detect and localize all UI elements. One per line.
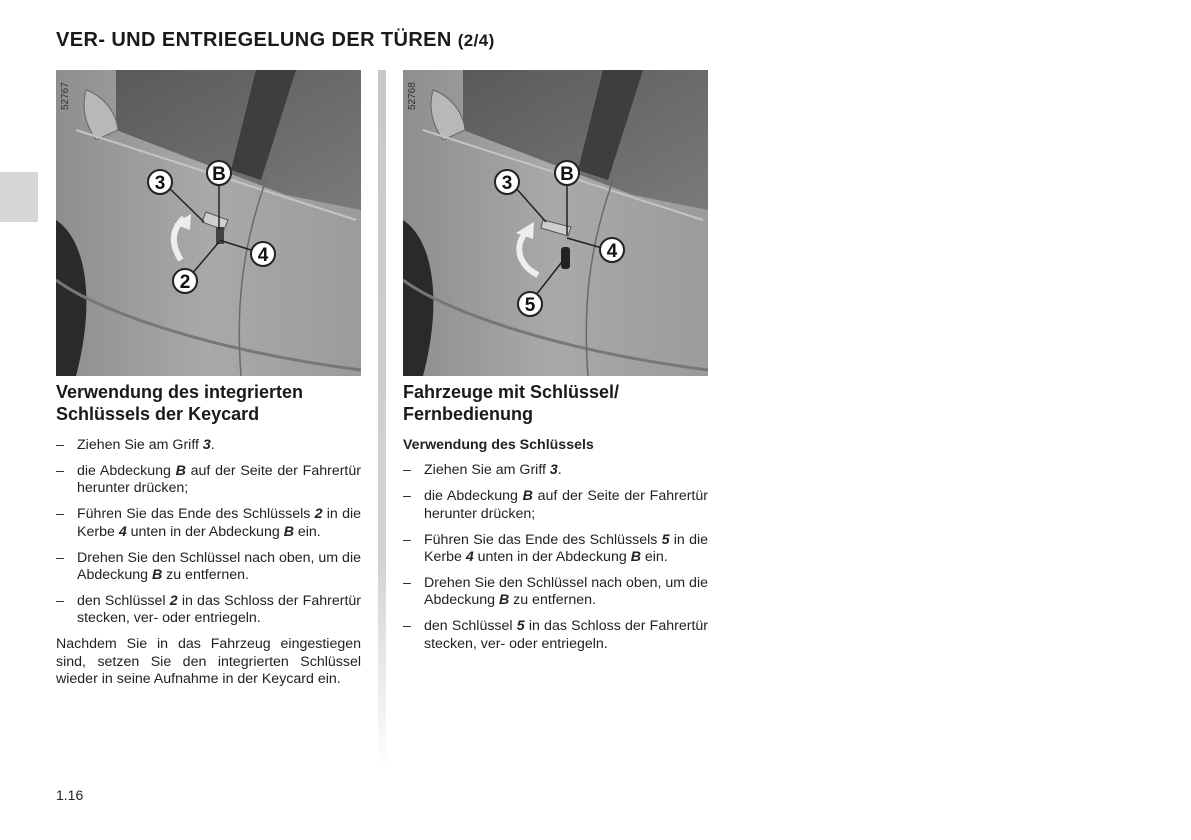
list-item: – Ziehen Sie am Griff 3. xyxy=(56,437,361,454)
svg-text:3: 3 xyxy=(154,173,166,194)
callout-2 xyxy=(173,269,197,293)
chapter-tab xyxy=(0,172,38,222)
figure-left-illustration xyxy=(56,70,361,376)
list-item: – Führen Sie das Ende des Schlüssels 5 in die Kerbe 4 unten in der Abdeckung B ein. xyxy=(403,532,708,567)
svg-text:4: 4 xyxy=(257,245,269,266)
left-heading: Verwendung des integrierten Schlüssels der Keycard xyxy=(56,382,304,424)
column-divider xyxy=(378,70,386,770)
page-title-part: (2/4) xyxy=(457,31,495,50)
callout-b xyxy=(555,161,579,185)
list-item: – den Schlüssel 5 in das Schloss der Fahrertür stecken, ver- oder entriegeln. xyxy=(403,618,708,653)
svg-text:5: 5 xyxy=(524,295,536,316)
left-instruction-list xyxy=(56,437,361,628)
left-paragraph: Nachdem Sie in das Fahrzeug eingestiegen sind, setzen Sie den integrierten Schlüssel wieder in seine Aufnahme in der Keycard ein. xyxy=(56,636,361,687)
callout-3 xyxy=(495,170,519,194)
svg-text:2: 2 xyxy=(179,272,191,293)
right-subheading: Verwendung des Schlüssels xyxy=(403,437,594,453)
page-title-main: VER- UND ENTRIEGELUNG DER TÜREN xyxy=(56,29,452,51)
figure-right-code: 52768 xyxy=(407,82,418,110)
left-column xyxy=(56,381,361,688)
list-item: – Ziehen Sie am Griff 3. xyxy=(403,462,708,479)
callout-4 xyxy=(600,238,624,262)
list-item: – die Abdeckung B auf der Seite der Fahrertür herunter drücken; xyxy=(403,488,708,523)
svg-text:B: B xyxy=(212,164,226,185)
svg-text:B: B xyxy=(560,164,574,185)
list-item: – Drehen Sie den Schlüssel nach oben, um die Abdeckung B zu entfernen. xyxy=(56,550,361,585)
callout-5 xyxy=(518,292,542,316)
page-title xyxy=(56,29,495,52)
list-item: – Führen Sie das Ende des Schlüssels 2 in die Kerbe 4 unten in der Abdeckung B ein. xyxy=(56,506,361,541)
list-item: – die Abdeckung B auf der Seite der Fahrertür herunter drücken; xyxy=(56,463,361,498)
figure-left-code: 52767 xyxy=(60,82,71,110)
right-column xyxy=(403,381,708,662)
list-item: – den Schlüssel 2 in das Schloss der Fahrertür stecken, ver- oder entriegeln. xyxy=(56,593,361,628)
callout-3 xyxy=(148,170,172,194)
callout-b xyxy=(207,161,231,185)
svg-text:4: 4 xyxy=(606,241,618,262)
svg-text:3: 3 xyxy=(501,173,513,194)
right-instruction-list xyxy=(403,462,708,653)
page-number: 1.16 xyxy=(56,787,84,803)
callout-4 xyxy=(251,242,275,266)
right-heading: Fahrzeuge mit Schlüssel/ Fernbedienung xyxy=(403,382,620,424)
figure-right-illustration xyxy=(403,70,708,376)
list-item: – Drehen Sie den Schlüssel nach oben, um die Abdeckung B zu entfernen. xyxy=(403,575,708,610)
